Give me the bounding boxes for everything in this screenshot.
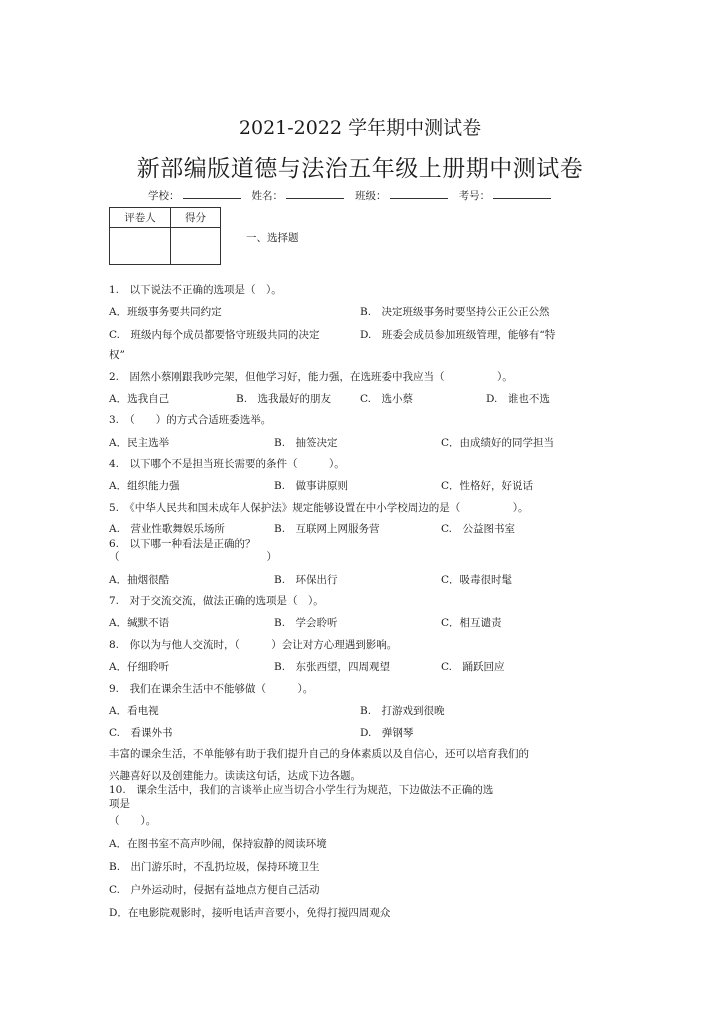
exam-number-label: 考号： bbox=[458, 190, 491, 202]
q4-option-a: A．组织能力强 bbox=[109, 480, 180, 492]
q4-option-b: B. 做事讲原则 bbox=[274, 480, 349, 492]
question-3: 3. （ ）的方式合适班委选举。 bbox=[109, 414, 272, 426]
exam-number-blank bbox=[493, 186, 551, 199]
q10-option-a: A．在图书室不高声吵闹，保持寂静的阅读环境 bbox=[109, 838, 327, 850]
q2-option-b: B. 选我最好的朋友 bbox=[236, 393, 332, 405]
q1-option-a: A．班级事务要共同约定 bbox=[109, 306, 222, 318]
class-label: 班级： bbox=[355, 190, 387, 202]
q7-option-a: A．缄默不语 bbox=[109, 617, 170, 629]
q6-answer-blank: （ ） bbox=[109, 551, 277, 563]
q7-option-b: B. 学会聆听 bbox=[274, 617, 338, 629]
reading-passage-line-2: 兴趣喜好以及创建能力。读读这句话，达成下边各题。 bbox=[109, 770, 361, 782]
q9-option-a: A．看电视 bbox=[109, 705, 159, 717]
page-subtitle: 新部编版道德与法治五年级上册期中测试卷 bbox=[136, 156, 584, 182]
q2-option-a: A．选我自己 bbox=[109, 393, 170, 405]
q5-option-c: C. 公益图书室 bbox=[441, 523, 515, 535]
q9-option-d: D. 弹钢琴 bbox=[360, 727, 414, 739]
q10-answer-blank: （ ）。 bbox=[109, 815, 157, 827]
question-9: 9. 我们在课余生活中不能够做（ ）。 bbox=[109, 683, 314, 695]
q5-option-a: A. 营业性歌舞娱乐场所 bbox=[109, 523, 225, 535]
question-4: 4. 以下哪个不是担当班长需要的条件（ ）。 bbox=[109, 458, 345, 470]
q2-option-d: D. 谁也不选 bbox=[486, 393, 550, 405]
question-8: 8. 你以为与他人交流时，（ ）会让对方心理遇到影响。 bbox=[109, 639, 398, 651]
question-5: 5. 《中华人民共和国未成年人保护法》规定能够设置在中小学校周边的是（ ）。 bbox=[109, 502, 529, 514]
q3-option-b: B. 抽签决定 bbox=[274, 437, 338, 449]
grader-cell bbox=[110, 228, 171, 265]
q5-option-b: B. 互联网上网服务营 bbox=[274, 523, 380, 535]
q3-option-a: A．民主选举 bbox=[109, 437, 170, 449]
section-title: 一、选择题 bbox=[246, 232, 299, 244]
q10-option-c: C. 户外运动时，侵据有益地点方便自己活动 bbox=[109, 884, 320, 896]
question-6: 6. 以下哪一种看法是正确的？ bbox=[109, 538, 256, 550]
q2-option-c: C. 选小蔡 bbox=[360, 393, 413, 405]
q8-option-a: A．仔细聆听 bbox=[109, 661, 170, 673]
q6-option-c: C．吸毒很时髦 bbox=[441, 574, 513, 586]
q1-option-b: B. 决定班级事务时要坚持公正公正公然 bbox=[360, 306, 550, 318]
q1-option-d-cont: 权” bbox=[109, 349, 125, 361]
school-label: 学校： bbox=[148, 190, 180, 202]
q9-option-c: C. 看课外书 bbox=[109, 727, 173, 739]
school-blank bbox=[183, 186, 241, 199]
name-blank bbox=[286, 186, 344, 199]
q1-option-c: C. 班级内每个成员都要恪守班级共同的决定 bbox=[109, 329, 320, 341]
q8-option-c: C. 踊跃回应 bbox=[441, 661, 505, 673]
q6-option-b: B. 环保出行 bbox=[274, 574, 338, 586]
q1-option-d: D. 班委会成员参加班级管理，能够有“特 bbox=[360, 329, 556, 341]
question-7: 7. 对于交流交流，做法正确的选项是（ ）。 bbox=[109, 595, 324, 607]
q4-option-c: C．性格好，好说话 bbox=[441, 480, 534, 492]
q7-option-c: C．相互谴责 bbox=[441, 617, 502, 629]
score-cell bbox=[171, 228, 221, 265]
reading-passage-line-1: 丰富的课余生活，不单能够有助于我们提升自己的身体素质以及自信心，还可以培育我们的 bbox=[109, 748, 529, 760]
question-10: 10. 课余生活中，我们的言谈举止应当切合小学生行为规范，下边做法不正确的选 bbox=[109, 784, 494, 796]
class-blank bbox=[390, 186, 448, 199]
grader-header: 评卷人 bbox=[110, 208, 171, 228]
q3-option-c: C．由成绩好的同学担当 bbox=[441, 437, 555, 449]
q9-option-b: B. 打游戏到很晚 bbox=[360, 705, 445, 717]
page-title: 2021-2022 学年期中测试卷 bbox=[238, 117, 482, 139]
q6-option-a: A．抽烟很酷 bbox=[109, 574, 170, 586]
question-10-cont: 项是 bbox=[109, 798, 130, 810]
score-header: 得分 bbox=[171, 208, 221, 228]
grader-score-table bbox=[109, 207, 221, 265]
q8-option-b: B. 东张西望，四周观望 bbox=[274, 661, 391, 673]
question-2: 2. 固然小蔡刚跟我吵完架，但他学习好，能力强，在选班委中我应当（ ）。 bbox=[109, 371, 513, 383]
name-label: 姓名： bbox=[251, 190, 284, 202]
q10-option-b: B. 出门游乐时，不乱扔垃圾，保持环境卫生 bbox=[109, 861, 320, 873]
student-info-line bbox=[148, 186, 551, 203]
q10-option-d: D．在电影院观影时，接听电话声音要小，免得打搅四周观众 bbox=[109, 907, 391, 919]
question-1: 1. 以下说法不正确的选项是（ ）。 bbox=[109, 284, 282, 296]
